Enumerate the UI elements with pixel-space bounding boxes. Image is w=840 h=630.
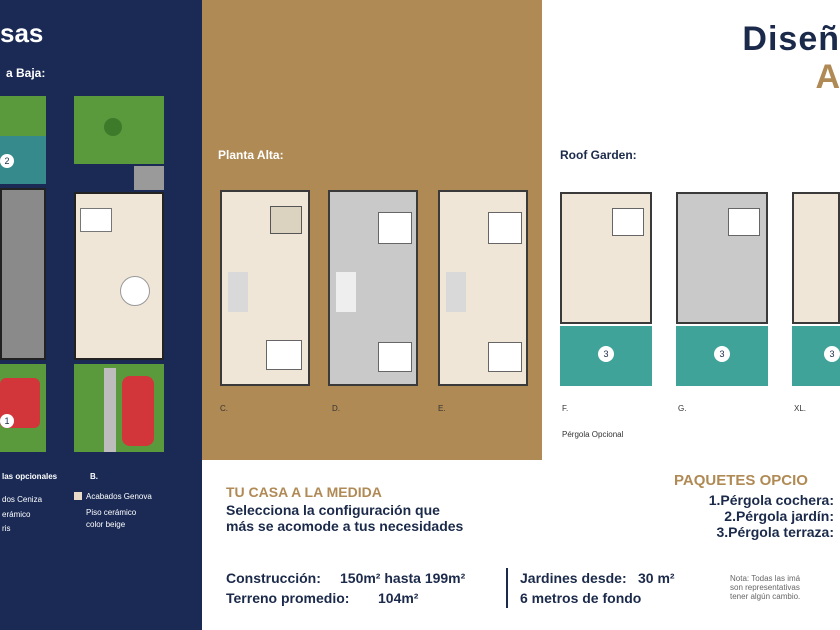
legend-b-title: Acabados Genova [86,492,152,501]
legend-a-sub2: erámico [2,510,31,519]
badge-3-f: 3 [598,346,614,362]
left-panel [0,0,202,630]
heading-diseno: Diseñ [742,20,840,58]
legend-b-sub1: Piso cerámico [86,508,137,517]
legend-a-title: las opcionales [2,472,58,481]
plan-g-letter: G. [678,404,687,413]
construccion-label: Construcción: [226,570,321,586]
roof-garden-section [542,0,840,460]
planta-alta-section [202,0,542,460]
planta-baja-label: a Baja: [6,66,46,80]
jardines-label: Jardines desde: [520,570,627,586]
pergola-opcional-label: Pérgola Opcional [562,430,624,439]
plan-c-letter: C. [220,404,228,413]
plan-f-letter: F. [562,404,569,413]
tagline-line3: más se acomode a tus necesidades [226,518,464,534]
plan-e [438,190,528,386]
terreno-label: Terreno promedio: [226,590,350,606]
legend-a-sub1: dos Ceniza [2,495,43,504]
bottom-info [202,460,840,630]
planta-alta-label: Planta Alta: [218,148,284,162]
plan-c [220,190,310,386]
note-line3: tener algún cambio. [730,592,801,601]
badge-1: 1 [0,414,14,428]
jardines-value: 30 m² [638,570,675,586]
plan-g [676,192,768,324]
legend-b-sub2: color beige [86,520,126,529]
roof-garden-label: Roof Garden: [560,148,637,162]
paquete-3: 3.Pérgola terraza: [716,524,834,540]
badge-3-xl: 3 [824,346,840,362]
plan-e-letter: E. [438,404,446,413]
plan-a [0,96,46,452]
plan-xl [792,192,840,324]
legend-a-letter: B. [90,472,98,481]
plan-d-letter: D. [332,404,340,413]
tagline-line2: Selecciona la configuración que [226,502,440,518]
page-title-left: sas [0,18,44,48]
swatch-genova [74,492,82,500]
note-line2: son representativas [730,583,800,592]
divider [506,568,508,608]
badge-2: 2 [0,154,14,168]
note-line1: Nota: Todas las imá [730,574,801,583]
tagline-title: TU CASA A LA MEDIDA [226,484,382,500]
legend-a-sub3: ris [2,524,11,533]
heading-a: A [815,58,840,96]
paquete-2: 2.Pérgola jardín: [724,508,834,524]
fondo-text: 6 metros de fondo [520,590,642,606]
plan-xl-letter: XL. [794,404,807,413]
terreno-value: 104m² [378,590,419,606]
plan-b [74,96,164,452]
construccion-value: 150m² hasta 199m² [340,570,466,586]
paquete-1: 1.Pérgola cochera: [708,492,834,508]
plan-f [560,192,652,324]
badge-3-g: 3 [714,346,730,362]
plan-d [328,190,418,386]
paquetes-title: PAQUETES OPCIO [674,472,808,489]
